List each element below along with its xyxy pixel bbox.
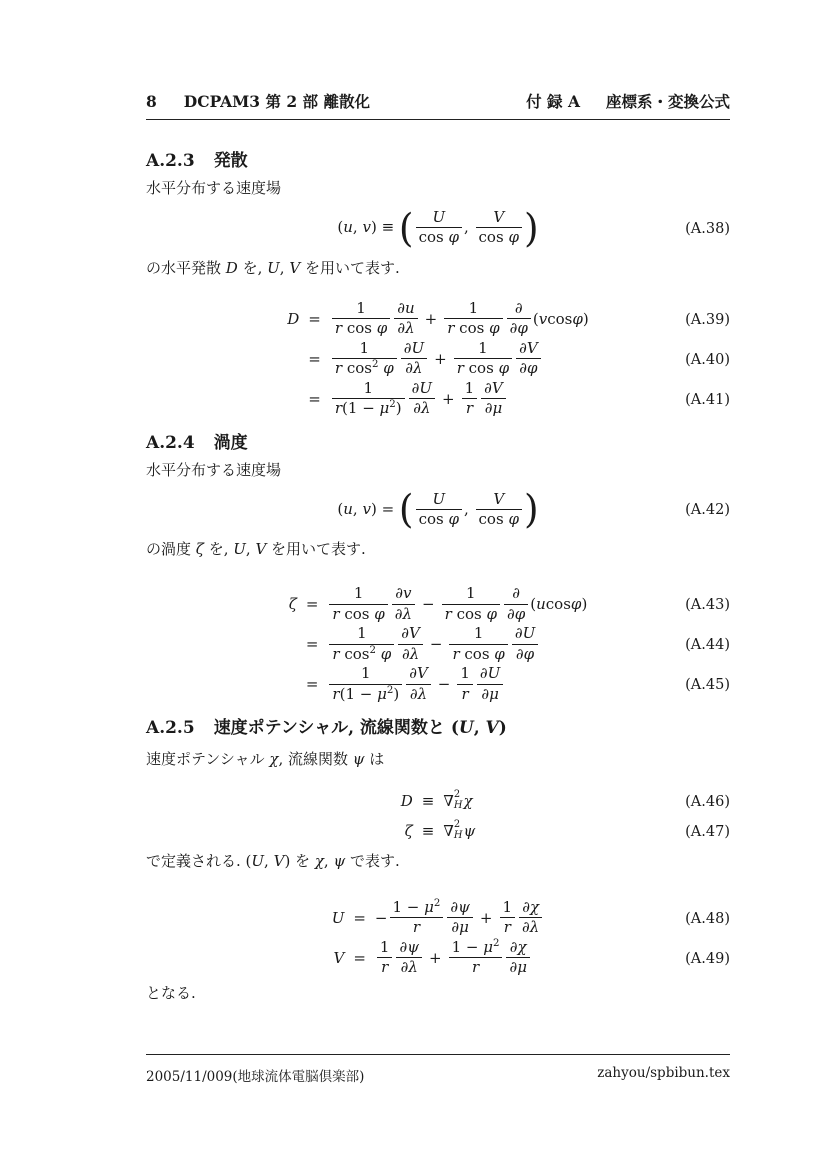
- equation-a38: [146, 204, 730, 252]
- header-left: [146, 90, 370, 112]
- equation-rhs: $\frac{1}{\text{r cos φ}}$ $\frac{\partial u}{\partial\lambda}$ + $\frac{1}{\text{r cos φ}}$ $\frac{\partial}{\partial\varphi}$ ( v cos φ ): [330, 300, 589, 338]
- paragraph-divergence-intro: の水平発散 D を, U, V を用いて表す.: [146, 258, 400, 277]
- section-heading-divergence: [146, 150, 730, 172]
- equation-rhs: ∇ 2 H χ: [443, 789, 473, 812]
- equation-tag: (A.38): [685, 220, 730, 237]
- equation-relation: =: [308, 389, 321, 408]
- equation-lhs: D: [287, 309, 300, 328]
- equation-rhs: ∇ 2 H ψ: [443, 819, 476, 842]
- section-number: A.2.4: [146, 432, 195, 453]
- equation-group-laplacian: [146, 789, 730, 843]
- equation-relation: ≡: [421, 792, 435, 811]
- equation-relation: =: [353, 948, 366, 967]
- equation-tag: (A.49): [685, 950, 730, 967]
- equation-lhs: ζ: [404, 822, 413, 841]
- equation-body: (u, v) ≡ ( $\frac{U}{\text{cos φ}}$ , $\frac{V}{\text{cos φ}}$ ): [337, 204, 539, 251]
- paragraph-definition: で定義される. (U, V) を χ, ψ で表す.: [146, 852, 400, 871]
- paragraph-conclusion: となる.: [146, 983, 196, 1002]
- equation-relation: ≡: [421, 822, 435, 841]
- equation-relation: =: [305, 595, 319, 614]
- equation-tag: (A.47): [685, 824, 730, 841]
- section-number: A.2.5: [146, 718, 195, 739]
- equation-tag: (A.41): [685, 391, 730, 408]
- equation-group-divergence: [146, 300, 730, 418]
- header-right: [526, 90, 730, 112]
- footer-left: 2005/11/009(地球流体電脳倶楽部): [146, 1069, 365, 1085]
- header-right-title: 座標系・変換公式: [605, 92, 730, 111]
- paragraph-velocity-field-2: 水平分布する速度場: [146, 460, 282, 479]
- page-footer: [146, 1054, 730, 1085]
- header-appendix-label: 付 録 A: [526, 92, 580, 111]
- equation-lhs: ζ: [288, 595, 297, 614]
- equation-tag: (A.42): [685, 502, 730, 519]
- section-heading-vorticity: [146, 432, 730, 454]
- equation-lhs: U: [331, 908, 345, 927]
- page-number: 8: [146, 92, 157, 111]
- equation-tag: (A.48): [685, 910, 730, 927]
- equation-rhs: $\frac{1}{r}$ $\frac{\partial\psi}{\partial\lambda}$ + $\frac{1 - \mu^2}{r}$ $\frac{\partial\chi}{\partial\mu}$: [375, 939, 532, 977]
- equation-tag: (A.44): [685, 637, 730, 654]
- page-header: [146, 90, 730, 120]
- equation-rhs: $\frac{1}{\text{r cos φ}}$ $\frac{\partial v}{\partial\lambda}$ − $\frac{1}{\text{r cos φ}}$ $\frac{\partial}{\partial\varphi}$ ( u cos φ ): [327, 585, 587, 623]
- equation-group-uv: [146, 899, 730, 977]
- equation-relation: =: [305, 675, 319, 694]
- equation-rhs: $\frac{1}{r \cos^2 \varphi}$ $\frac{\partial V}{\partial\lambda}$ − $\frac{1}{\text{r cos φ}}$ $\frac{\partial U}{\partial\varphi}$: [327, 625, 540, 663]
- equation-tag: (A.46): [685, 794, 730, 811]
- section-title: 速度ポテンシャル, 流線関数と (U, V): [213, 718, 507, 739]
- equation-tag: (A.39): [685, 311, 730, 328]
- section-number: A.2.3: [146, 151, 195, 171]
- section-heading-potential-streamfunction: [146, 717, 730, 739]
- equation-relation: =: [353, 908, 366, 927]
- equation-relation: =: [308, 349, 321, 368]
- equation-rhs: $\frac{1}{r(1 - \mu^2)}$ $\frac{\partial U}{\partial\lambda}$ + $\frac{1}{r}$ $\frac{\partial V}{\partial\mu}$: [330, 380, 508, 418]
- equation-tag: (A.43): [685, 597, 730, 614]
- equation-rhs: − $\frac{1 - \mu^2}{r}$ $\frac{\partial\psi}{\partial\mu}$ + $\frac{1}{r}$ $\frac{\partial\chi}{\partial\lambda}$: [375, 899, 544, 937]
- equation-a42: [146, 485, 730, 533]
- equation-group-vorticity: [146, 585, 730, 703]
- equation-rhs: $\frac{1}{r \cos^2 \varphi}$ $\frac{\partial U}{\partial\lambda}$ + $\frac{1}{\text{r cos φ}}$ $\frac{\partial V}{\partial\varphi}$: [330, 340, 543, 378]
- equation-relation: =: [308, 309, 321, 328]
- footer-right: zahyou/spbibun.tex: [597, 1065, 730, 1081]
- header-left-title: DCPAM3 第 2 部 離散化: [183, 92, 370, 111]
- equation-rhs: $\frac{1}{r(1 - \mu^2)}$ $\frac{\partial V}{\partial\lambda}$ − $\frac{1}{r}$ $\frac{\partial U}{\partial\mu}$: [327, 665, 505, 703]
- equation-tag: (A.45): [685, 677, 730, 694]
- section-title: 渦度: [213, 432, 248, 453]
- paragraph-vorticity-intro: の渦度 ζ を, U, V を用いて表す.: [146, 540, 366, 559]
- equation-relation: =: [305, 635, 319, 654]
- equation-lhs: V: [333, 948, 345, 967]
- equation-lhs: D: [400, 792, 413, 811]
- equation-tag: (A.40): [685, 351, 730, 368]
- section-title: 発散: [213, 151, 248, 171]
- equation-body: (u, v) = ( $\frac{U}{\text{cos φ}}$ , $\frac{V}{\text{cos φ}}$ ): [337, 486, 539, 533]
- paragraph-potential-intro: 速度ポテンシャル χ, 流線関数 ψ は: [146, 750, 385, 769]
- paragraph-velocity-field-1: 水平分布する速度場: [146, 179, 282, 198]
